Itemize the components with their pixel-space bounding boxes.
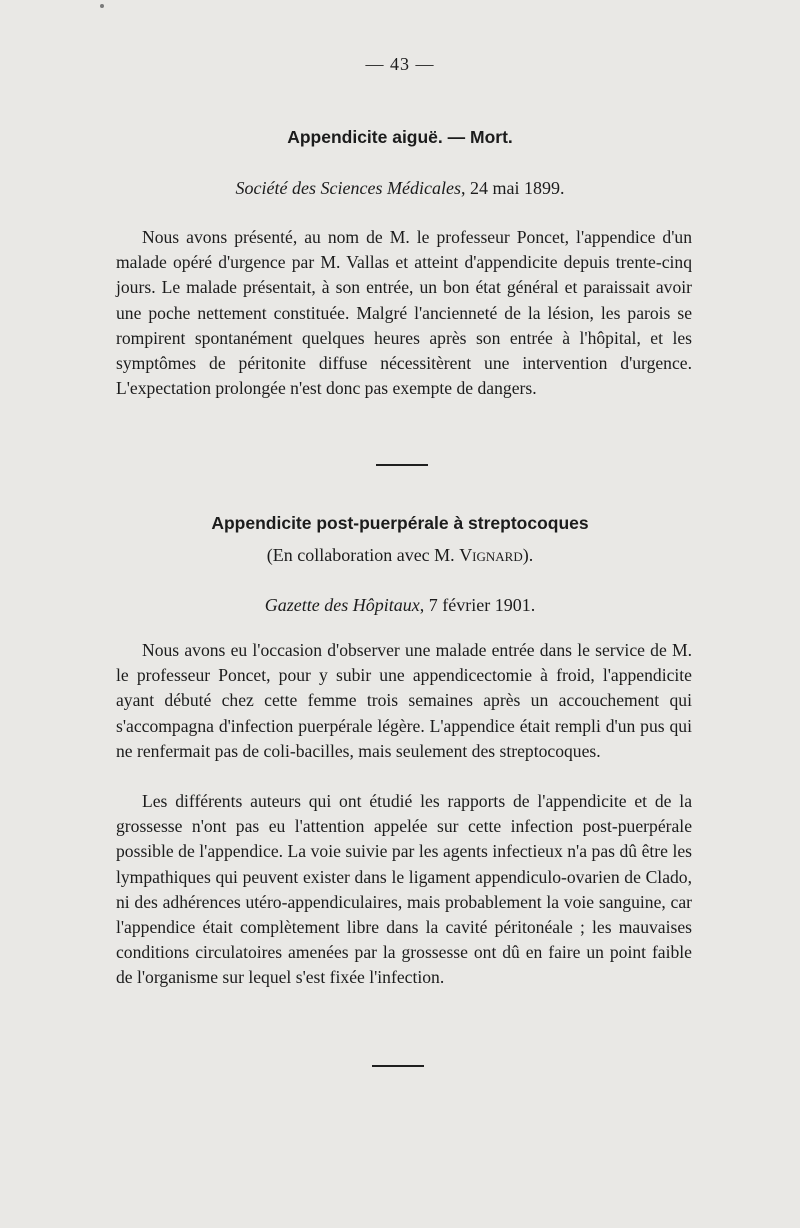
section1-paragraph: Nous avons présenté, au nom de M. le professeur Poncet, l'appendice d'un malade opéré d'urgence par M. Vallas et atteint d'appendicite depuis trente-cinq jours. Le malade présentait, à son entrée, un bon état général et paraissait avoir une poche nettement constituée. Malgré l'ancienneté de la lésion, les parois se rompirent spontanément quelques heures après son entrée à l'hôpital, et les symptômes de péritonite diffuse nécessitèrent une intervention d'urgence. L'expectation prolongée n'est donc pas exempte de dangers. bbox=[116, 227, 692, 399]
citation-date: , 24 mai 1899. bbox=[460, 178, 565, 198]
citation-date: , 7 février 1901. bbox=[419, 595, 536, 615]
collaboration-suffix: ). bbox=[522, 545, 534, 565]
collaboration-note bbox=[0, 545, 800, 566]
section2-paragraph-2: Les différents auteurs qui ont étudié les rapports de l'appendicite et de la grossesse n'ont pas eu l'attention appelée sur cette infection post-puerpérale possible de l'appendice. La voie suivie par les agents infectieux n'a pas dû être les lympathiques qui peuvent exister dans le ligament appendiculo-ovarien de Clado, ni des adhérences utéro-appendiculaires, mais probablement la voie sanguine, car l'appendice était complètement libre dans la cavité péritonéale ; les mauvaises conditions circulatoires amenées par la grossesse ont dû en faire un point faible de l'organisme sur lequel s'est fixée l'infection. bbox=[116, 791, 692, 988]
page-number: — 43 — bbox=[365, 54, 435, 74]
section2-paragraph-1: Nous avons eu l'occasion d'observer une malade entrée dans le service de M. le professeur Poncet, pour y subir une appendicectomie à froid, l'appendicite ayant débuté chez cette femme trois semaines après un accouchement qui s'accompagna d'infection puerpérale légère. L'appendice était rempli d'un pus qui ne renfermait pas de coli-bacilles, mais seulement des streptocoques. bbox=[116, 640, 692, 761]
section-divider bbox=[376, 464, 428, 466]
section-title-appendicite-aigue: Appendicite aiguë. — Mort. bbox=[287, 127, 513, 147]
citation-source: Gazette des Hôpitaux bbox=[264, 595, 420, 615]
paper-speck bbox=[100, 4, 104, 8]
collaboration-prefix: (En collaboration avec M. bbox=[266, 545, 460, 565]
citation-section2 bbox=[0, 595, 800, 616]
citation-section1 bbox=[0, 178, 800, 199]
section-end-divider bbox=[372, 1065, 424, 1067]
collaborator-name: Vignard bbox=[459, 545, 523, 565]
section-title-appendicite-post-puerperale: Appendicite post-puerpérale à streptocoques bbox=[211, 513, 589, 533]
citation-source: Société des Sciences Médicales bbox=[235, 178, 461, 198]
